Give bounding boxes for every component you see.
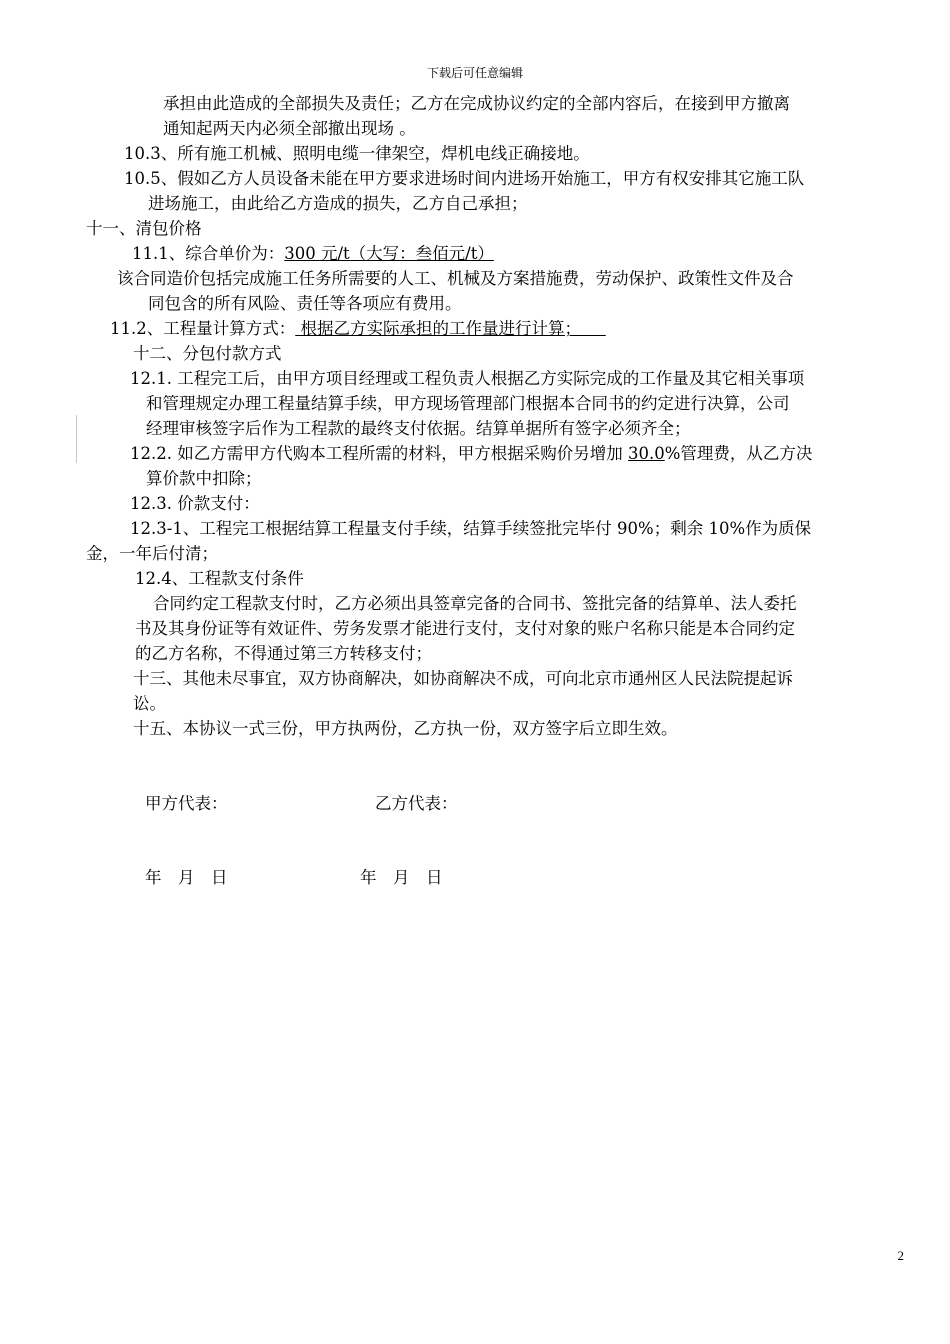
- text-line: 十五、本协议一式三份，甲方执两份，乙方执一份，双方签字后立即生效。: [133, 719, 678, 738]
- text-line: 经理审核签字后作为工程款的最终支付依据。结算单据所有签字必须齐全；: [146, 419, 691, 438]
- unit-price-line: [132, 242, 494, 266]
- text-line: 十三、其他未尽事宜，双方协商解决，如协商解决不成，可向北京市通州区人民法院提起诉: [133, 669, 793, 688]
- management-fee-text-end: %管理费，从乙方决: [664, 444, 813, 463]
- page-number: 2: [897, 1248, 904, 1263]
- party-b-signature-label: 乙方代表：: [375, 794, 458, 813]
- text-line: 10.3、所有施工机械、照明电缆一律架空，焊机电线正确接地。: [124, 144, 590, 163]
- party-b-date: 年 月 日: [360, 868, 443, 887]
- text-line: 和管理规定办理工程量结算手续，甲方现场管理部门根据本合同书的约定进行决算，公司: [146, 394, 790, 413]
- text-line: 的乙方名称，不得通过第三方转移支付；: [135, 644, 432, 663]
- text-line: 12.3. 价款支付：: [130, 494, 260, 513]
- text-line: 讼。: [133, 694, 166, 713]
- text-line: 同包含的所有风险、责任等各项应有费用。: [148, 294, 462, 313]
- page-header: 下载后可任意编辑: [426, 66, 523, 80]
- text-line: 合同约定工程款支付时，乙方必须出具签章完备的合同书、签批完备的结算单、法人委托: [153, 594, 797, 613]
- text-line: 承担由此造成的全部损失及责任；乙方在完成协议约定的全部内容后，在接到甲方撤离: [163, 94, 790, 113]
- quantity-method-label: 11.2、工程量计算方式：: [110, 319, 296, 338]
- party-a-signature-label: 甲方代表：: [145, 794, 228, 813]
- quantity-method-value: 根据乙方实际承担的工作量进行计算；: [295, 319, 606, 338]
- text-line: 进场施工，由此给乙方造成的损失，乙方自己承担；: [148, 194, 528, 213]
- text-line: 12.3-1、工程完工根据结算工程量支付手续，结算手续签批完毕付 90%；剩余 10%作为质保: [130, 519, 812, 538]
- quantity-method-line: [110, 317, 606, 341]
- management-fee-line: [130, 442, 812, 466]
- text-line: 该合同造价包括完成施工任务所需要的人工、机械及方案措施费，劳动保护、政策性文件及合: [117, 269, 794, 288]
- text-line: 算价款中扣除；: [146, 469, 262, 488]
- text-line: 金，一年后付清；: [86, 544, 218, 563]
- text-line: 12.1. 工程完工后，由甲方项目经理或工程负责人根据乙方实际完成的工作量及其它相关事项: [130, 369, 805, 388]
- party-a-date: 年 月 日: [145, 868, 228, 887]
- section-heading: 12.4、工程款支付条件: [135, 569, 304, 588]
- text-line: 通知起两天内必须全部撤出现场 。: [163, 119, 416, 138]
- section-heading: 十一、清包价格: [86, 219, 202, 238]
- management-fee-value: 30.0: [627, 444, 665, 463]
- management-fee-text: 12.2. 如乙方需甲方代购本工程所需的材料，甲方根据采购价另增加: [130, 444, 628, 463]
- section-heading: 十二、分包付款方式: [133, 344, 282, 363]
- unit-price-label: 11.1、综合单价为：: [132, 244, 285, 263]
- text-line: 书及其身份证等有效证件、劳务发票才能进行支付，支付对象的账户名称只能是本合同约定: [135, 619, 795, 638]
- unit-price-value: 300 元/t（大写：叁佰元/t）: [284, 244, 494, 263]
- margin-mark: [76, 415, 77, 463]
- text-line: 10.5、假如乙方人员设备未能在甲方要求进场时间内进场开始施工，甲方有权安排其它施工队: [124, 169, 805, 188]
